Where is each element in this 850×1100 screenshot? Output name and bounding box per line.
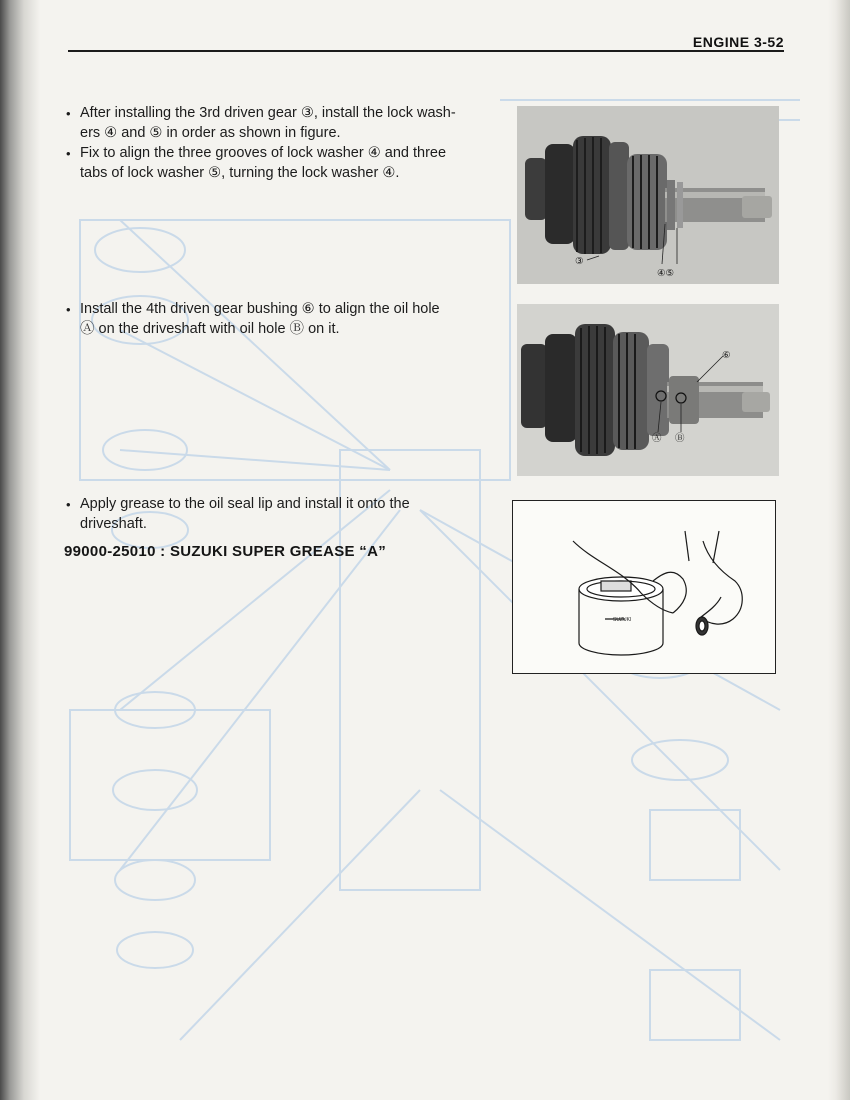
step-4	[66, 495, 486, 534]
callout-a: Ⓐ	[652, 433, 662, 444]
page-edge-right	[828, 0, 850, 1100]
callout-6: ⑥	[722, 350, 731, 361]
section-page-label: ENGINE 3-52	[692, 34, 784, 50]
figure-grease-application	[512, 500, 776, 674]
callout-4-5: ④⑤	[657, 268, 675, 279]
bullet: •	[66, 106, 71, 121]
step-2-text: Fix to align the three grooves of lock washer ④ and three tabs of lock washer ⑤, turning the lock washer ④.	[80, 145, 447, 181]
photo-lock-washers	[517, 106, 779, 284]
page-header	[68, 34, 784, 50]
step-4-text: Apply grease to the oil seal lip and install it onto the driveshaft.	[80, 496, 410, 532]
container-label: SUZUKI	[613, 617, 632, 623]
step-3	[66, 300, 486, 339]
binding-shadow-left	[0, 0, 40, 1100]
step-2	[66, 144, 486, 183]
callout-3: ③	[575, 256, 584, 267]
step-3-text: Install the 4th driven gear bushing ⑥ to align the oil hole Ⓐ on the driveshaft with oil hole Ⓑ on it.	[80, 301, 440, 337]
photo-bushing-oil-holes	[517, 304, 779, 476]
callout-b: Ⓑ	[675, 433, 685, 444]
bullet: •	[66, 497, 71, 512]
grease-can-drawing	[573, 531, 742, 655]
bullet: •	[66, 146, 71, 161]
step-1-text: After installing the 3rd driven gear ③, install the lock wash- ers ④ and ⑤ in order as shown in figure.	[80, 105, 456, 141]
bullet: •	[66, 302, 71, 317]
header-rule	[68, 50, 784, 52]
grease-part-code: 99000-25010 : SUZUKI SUPER GREASE “A”	[64, 543, 387, 560]
step-1	[66, 104, 486, 143]
